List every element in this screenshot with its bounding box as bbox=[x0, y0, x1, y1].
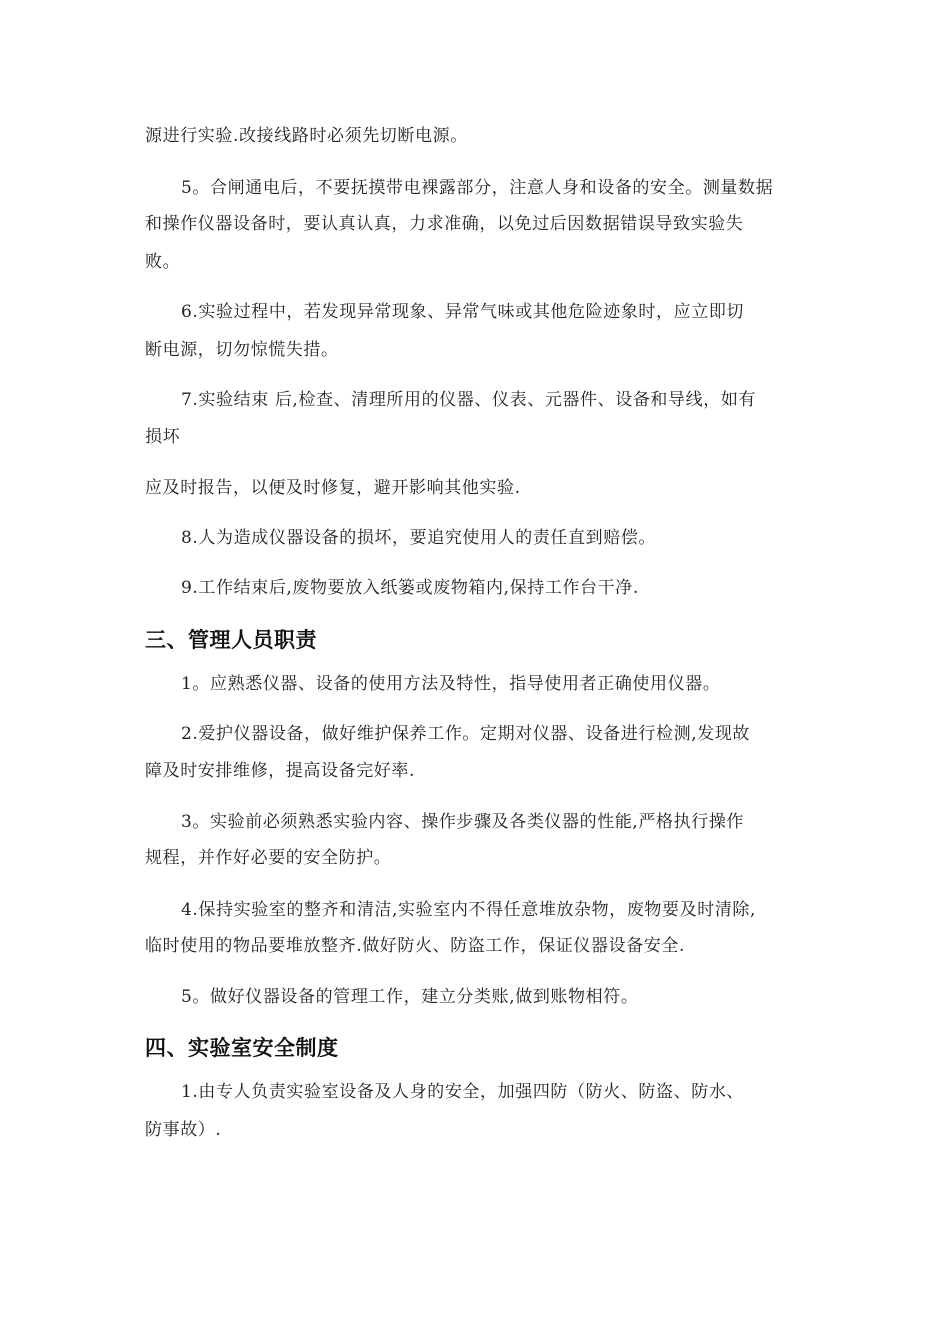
text-line: 1.由专人负责实验室设备及人身的安全，加强四防（防火、防盗、防水、 bbox=[181, 1082, 745, 1102]
section-heading: 三、管理人员职责 bbox=[145, 628, 317, 652]
text-line: 应及时报告，以便及时修复，避开影响其他实验. bbox=[145, 478, 521, 498]
text-line: 和操作仪器设备时，要认真认真，力求准确，以免过后因数据错误导致实验失 bbox=[145, 214, 744, 234]
text-line: 障及时安排维修，提高设备完好率. bbox=[145, 761, 416, 781]
text-line: 2.爱护仪器设备，做好维护保养工作。定期对仪器、设备进行检测,发现故 bbox=[181, 724, 751, 744]
text-line: 败。 bbox=[145, 252, 181, 272]
text-line: 损坏 bbox=[145, 427, 181, 447]
text-line: 9.工作结束后,废物要放入纸篓或废物箱内,保持工作台干净. bbox=[181, 578, 639, 598]
text-line: 4.保持实验室的整齐和清洁,实验室内不得任意堆放杂物，废物要及时清除, bbox=[181, 900, 757, 920]
text-line: 1。应熟悉仪器、设备的使用方法及特性，指导使用者正确使用仪器。 bbox=[181, 674, 721, 694]
section-heading: 四、实验室安全制度 bbox=[145, 1036, 339, 1060]
text-line: 临时使用的物品要堆放整齐.做好防火、防盗工作，保证仪器设备安全. bbox=[145, 936, 686, 956]
text-line: 源进行实验.改接线路时必须先切断电源。 bbox=[145, 126, 468, 146]
text-line: 3。实验前必须熟悉实验内容、操作步骤及各类仪器的性能,严格执行操作 bbox=[181, 812, 745, 832]
text-line: 7.实验结束 后,检查、清理所用的仪器、仪表、元器件、设备和导线，如有 bbox=[181, 390, 757, 410]
text-line: 规程，并作好必要的安全防护。 bbox=[145, 848, 392, 868]
text-line: 5。合闸通电后，不要抚摸带电裸露部分，注意人身和设备的安全。测量数据 bbox=[181, 178, 774, 198]
text-line: 8.人为造成仪器设备的损坏，要追究使用人的责任直到赔偿。 bbox=[181, 528, 657, 548]
text-line: 5。做好仪器设备的管理工作，建立分类账,做到账物相符。 bbox=[181, 987, 639, 1007]
text-line: 断电源，切勿惊慌失措。 bbox=[145, 340, 339, 360]
text-line: 防事故）. bbox=[145, 1120, 222, 1140]
text-line: 6.实验过程中，若发现异常现象、异常气味或其他危险迹象时，应立即切 bbox=[181, 302, 745, 322]
